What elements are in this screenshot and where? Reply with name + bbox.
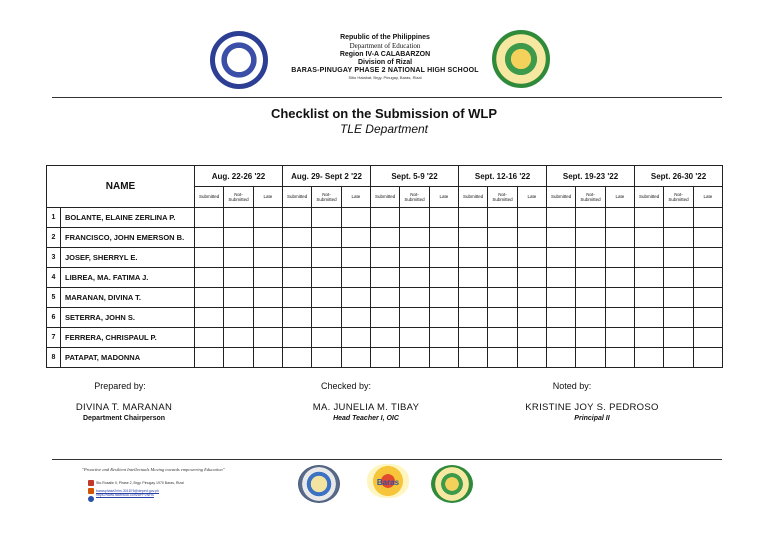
status-header: Not-Submitted (224, 187, 253, 208)
checkbox-cell[interactable] (488, 328, 517, 348)
checkbox-cell[interactable] (635, 208, 664, 228)
checkbox-cell[interactable] (635, 308, 664, 328)
checkbox-cell[interactable] (371, 328, 400, 348)
checkbox-cell[interactable] (605, 268, 634, 288)
student-name: BOLANTE, ELAINE ZERLINA P. (61, 208, 195, 228)
checkbox-cell[interactable] (283, 288, 312, 308)
submission-checklist-table (46, 165, 723, 368)
checkbox-cell[interactable] (253, 288, 282, 308)
checkbox-cell[interactable] (605, 288, 634, 308)
status-header: Not-Submitted (312, 187, 341, 208)
checkbox-cell[interactable] (459, 208, 488, 228)
row-number: 7 (47, 328, 61, 348)
checkbox-cell[interactable] (312, 228, 341, 248)
noted-by-role: Principal II (574, 415, 610, 422)
status-header: Submitted (459, 187, 488, 208)
checkbox-cell[interactable] (664, 268, 693, 288)
week-header: Aug. 22-26 '22 (195, 166, 283, 187)
checkbox-cell[interactable] (195, 328, 224, 348)
checkbox-cell[interactable] (517, 248, 546, 268)
status-header: Not-Submitted (576, 187, 605, 208)
checkbox-cell[interactable] (224, 228, 253, 248)
checkbox-cell[interactable] (429, 328, 458, 348)
header-republic: Republic of the Philippines (340, 34, 430, 41)
checkbox-cell[interactable] (224, 288, 253, 308)
checkbox-cell[interactable] (195, 308, 224, 328)
checkbox-cell[interactable] (341, 328, 370, 348)
checkbox-cell[interactable] (341, 288, 370, 308)
checkbox-cell[interactable] (312, 268, 341, 288)
checkbox-cell[interactable] (605, 248, 634, 268)
checkbox-cell[interactable] (605, 328, 634, 348)
row-number: 5 (47, 288, 61, 308)
checkbox-cell[interactable] (224, 348, 253, 368)
checkbox-cell[interactable] (429, 348, 458, 368)
checkbox-cell[interactable] (576, 268, 605, 288)
student-name: FERRERA, CHRISPAUL P. (61, 328, 195, 348)
week-header-row (47, 166, 723, 187)
prepared-by-label: Prepared by: (94, 381, 146, 391)
checkbox-cell[interactable] (371, 228, 400, 248)
checkbox-cell[interactable] (517, 228, 546, 248)
checkbox-cell[interactable] (429, 248, 458, 268)
checkbox-cell[interactable] (576, 248, 605, 268)
checkbox-cell[interactable] (341, 308, 370, 328)
checkbox-cell[interactable] (195, 348, 224, 368)
checkbox-cell[interactable] (693, 248, 722, 268)
status-header: Submitted (371, 187, 400, 208)
prepared-by-name: DIVINA T. MARANAN (75, 402, 173, 413)
checkbox-cell[interactable] (224, 248, 253, 268)
checkbox-cell[interactable] (283, 248, 312, 268)
checkbox-cell[interactable] (576, 228, 605, 248)
checkbox-cell[interactable] (517, 268, 546, 288)
checkbox-cell[interactable] (371, 348, 400, 368)
checkbox-cell[interactable] (547, 268, 576, 288)
checkbox-cell[interactable] (605, 228, 634, 248)
week-header: Sept. 26-30 '22 (635, 166, 723, 187)
table-row (47, 208, 723, 228)
checkbox-cell[interactable] (283, 208, 312, 228)
checked-by-name: MA. JUNELIA M. TIBAY (312, 402, 420, 413)
checkbox-cell[interactable] (429, 268, 458, 288)
checkbox-cell[interactable] (429, 308, 458, 328)
checkbox-cell[interactable] (341, 348, 370, 368)
checkbox-cell[interactable] (459, 348, 488, 368)
week-header: Sept. 5-9 '22 (371, 166, 459, 187)
status-header: Late (517, 187, 546, 208)
checkbox-cell[interactable] (664, 288, 693, 308)
status-header: Submitted (635, 187, 664, 208)
footer-divider (52, 459, 722, 460)
baras-logo-text: Baras (376, 478, 400, 487)
student-name: JOSEF, SHERRYL E. (61, 248, 195, 268)
student-name: FRANCISCO, JOHN EMERSON B. (61, 228, 195, 248)
checkbox-cell[interactable] (605, 348, 634, 368)
student-name: LIBREA, MA. FATIMA J. (61, 268, 195, 288)
checkbox-cell[interactable] (283, 348, 312, 368)
checkbox-cell[interactable] (635, 228, 664, 248)
checkbox-cell[interactable] (547, 328, 576, 348)
header-department: Department of Education (349, 42, 421, 50)
week-header: Sept. 12-16 '22 (459, 166, 547, 187)
checkbox-cell[interactable] (488, 228, 517, 248)
status-header: Late (341, 187, 370, 208)
table-row (47, 328, 723, 348)
checkbox-cell[interactable] (693, 348, 722, 368)
checkbox-cell[interactable] (488, 248, 517, 268)
checkbox-cell[interactable] (224, 328, 253, 348)
checkbox-cell[interactable] (635, 268, 664, 288)
row-number: 3 (47, 248, 61, 268)
checkbox-cell[interactable] (693, 328, 722, 348)
checkbox-cell[interactable] (224, 208, 253, 228)
student-name: PATAPAT, MADONNA (61, 348, 195, 368)
checkbox-cell[interactable] (459, 268, 488, 288)
noted-by-name: KRISTINE JOY S. PEDROSO (525, 402, 659, 413)
checkbox-cell[interactable] (429, 208, 458, 228)
table-row (47, 288, 723, 308)
student-name: MARANAN, DIVINA T. (61, 288, 195, 308)
checkbox-cell[interactable] (576, 328, 605, 348)
checkbox-cell[interactable] (635, 288, 664, 308)
checkbox-cell[interactable] (459, 288, 488, 308)
location-icon (88, 480, 94, 486)
header-division: Division of Rizal (357, 59, 413, 66)
checkbox-cell[interactable] (547, 348, 576, 368)
checkbox-cell[interactable] (371, 288, 400, 308)
checkbox-cell[interactable] (253, 328, 282, 348)
status-header: Submitted (195, 187, 224, 208)
checkbox-cell[interactable] (312, 248, 341, 268)
checkbox-cell[interactable] (253, 348, 282, 368)
checkbox-cell[interactable] (517, 308, 546, 328)
checkbox-cell[interactable] (195, 288, 224, 308)
checkbox-cell[interactable] (664, 308, 693, 328)
status-header: Not-Submitted (488, 187, 517, 208)
status-header: Not-Submitted (664, 187, 693, 208)
checkbox-cell[interactable] (253, 208, 282, 228)
prepared-by-role: Department Chairperson (82, 415, 166, 422)
checkbox-cell[interactable] (547, 308, 576, 328)
checkbox-cell[interactable] (341, 208, 370, 228)
checkbox-cell[interactable] (400, 308, 429, 328)
checkbox-cell[interactable] (371, 208, 400, 228)
checkbox-cell[interactable] (312, 308, 341, 328)
row-number: 8 (47, 348, 61, 368)
student-name: SETERRA, JOHN S. (61, 308, 195, 328)
checkbox-cell[interactable] (693, 288, 722, 308)
table-row (47, 268, 723, 288)
row-number: 1 (47, 208, 61, 228)
table-row (47, 228, 723, 248)
checkbox-cell[interactable] (400, 328, 429, 348)
checkbox-cell[interactable] (576, 308, 605, 328)
checkbox-cell[interactable] (488, 308, 517, 328)
status-header: Submitted (547, 187, 576, 208)
checkbox-cell[interactable] (371, 268, 400, 288)
checkbox-cell[interactable] (664, 228, 693, 248)
checkbox-cell[interactable] (253, 248, 282, 268)
checkbox-cell[interactable] (547, 228, 576, 248)
checkbox-cell[interactable] (517, 348, 546, 368)
checkbox-cell[interactable] (459, 328, 488, 348)
checkbox-cell[interactable] (283, 268, 312, 288)
row-number: 6 (47, 308, 61, 328)
status-header: Not-Submitted (400, 187, 429, 208)
header-school-name: BARAS-PINUGAY PHASE 2 NATIONAL HIGH SCHOOL (291, 67, 479, 74)
checkbox-cell[interactable] (400, 268, 429, 288)
row-number: 2 (47, 228, 61, 248)
checkbox-cell[interactable] (547, 248, 576, 268)
checkbox-cell[interactable] (488, 268, 517, 288)
checkbox-cell[interactable] (400, 288, 429, 308)
checkbox-cell[interactable] (517, 288, 546, 308)
checked-by-label: Checked by: (320, 381, 372, 391)
name-column-header: NAME (47, 166, 195, 208)
checkbox-cell[interactable] (693, 208, 722, 228)
status-header: Late (693, 187, 722, 208)
checkbox-cell[interactable] (664, 208, 693, 228)
document-title: Checklist on the Submission of WLP (270, 106, 498, 121)
checkbox-cell[interactable] (664, 248, 693, 268)
footer-email-link[interactable]: barasphase2nhs.301876@deped.gov.ph (96, 489, 160, 493)
checkbox-cell[interactable] (371, 248, 400, 268)
document-subtitle: TLE Department (339, 122, 429, 136)
checkbox-cell[interactable] (459, 248, 488, 268)
table-row (47, 348, 723, 368)
week-header: Aug. 29- Sept 2 '22 (283, 166, 371, 187)
checkbox-cell[interactable] (400, 348, 429, 368)
checkbox-cell[interactable] (253, 228, 282, 248)
table-row (47, 308, 723, 328)
status-header: Late (253, 187, 282, 208)
school-seal-footer (431, 465, 473, 503)
checkbox-cell[interactable] (429, 288, 458, 308)
checkbox-cell[interactable] (253, 308, 282, 328)
checkbox-cell[interactable] (664, 328, 693, 348)
checkbox-cell[interactable] (195, 268, 224, 288)
checkbox-cell[interactable] (224, 308, 253, 328)
checkbox-cell[interactable] (693, 228, 722, 248)
checkbox-cell[interactable] (253, 268, 282, 288)
checkbox-cell[interactable] (605, 308, 634, 328)
checkbox-cell[interactable] (693, 308, 722, 328)
checkbox-cell[interactable] (459, 228, 488, 248)
checkbox-cell[interactable] (312, 208, 341, 228)
checkbox-cell[interactable] (224, 268, 253, 288)
checkbox-cell[interactable] (517, 208, 546, 228)
header-region: Region IV-A CALABARZON (339, 51, 431, 58)
header-address: Sitio Halabat, Brgy. Pinugay, Baras, Rizal (348, 75, 422, 80)
checkbox-cell[interactable] (400, 248, 429, 268)
checkbox-cell[interactable] (283, 308, 312, 328)
row-number: 4 (47, 268, 61, 288)
checkbox-cell[interactable] (488, 288, 517, 308)
checkbox-cell[interactable] (371, 308, 400, 328)
checkbox-cell[interactable] (195, 208, 224, 228)
checkbox-cell[interactable] (547, 288, 576, 308)
checkbox-cell[interactable] (547, 208, 576, 228)
table-row (47, 248, 723, 268)
checkbox-cell[interactable] (517, 328, 546, 348)
noted-by-label: Noted by: (552, 381, 592, 391)
header-divider (52, 97, 722, 98)
checkbox-cell[interactable] (635, 348, 664, 368)
footer-facebook-link[interactable]: https://www.facebook.com/BPP2NHS (96, 493, 154, 497)
checkbox-cell[interactable] (195, 248, 224, 268)
checkbox-cell[interactable] (635, 248, 664, 268)
checkbox-cell[interactable] (341, 228, 370, 248)
footer-motto: "Proactive and Resilient Intellectuals Moving towards empowering Education" (82, 467, 225, 472)
checkbox-cell[interactable] (312, 328, 341, 348)
checkbox-cell[interactable] (283, 328, 312, 348)
checkbox-cell[interactable] (283, 228, 312, 248)
checkbox-cell[interactable] (576, 208, 605, 228)
status-header: Submitted (283, 187, 312, 208)
checkbox-cell[interactable] (312, 348, 341, 368)
footer-address: Sto.Rosalie II, Phase 2, Brgy. Pinugay 1970 Baras, Rizal (96, 481, 184, 485)
week-header: Sept. 19-23 '22 (547, 166, 635, 187)
checkbox-cell[interactable] (488, 348, 517, 368)
checked-by-role: Head Teacher I, OIC (333, 415, 399, 422)
deped-matatag-seal (298, 465, 340, 503)
email-icon (88, 488, 94, 494)
checkbox-cell[interactable] (664, 348, 693, 368)
facebook-icon (88, 496, 94, 502)
checkbox-cell[interactable] (341, 268, 370, 288)
checkbox-cell[interactable] (195, 228, 224, 248)
status-header: Late (605, 187, 634, 208)
checkbox-cell[interactable] (459, 308, 488, 328)
status-header: Late (429, 187, 458, 208)
checkbox-cell[interactable] (488, 208, 517, 228)
checkbox-cell[interactable] (400, 208, 429, 228)
checkbox-cell[interactable] (400, 228, 429, 248)
checkbox-cell[interactable] (341, 248, 370, 268)
checkbox-cell[interactable] (693, 268, 722, 288)
checkbox-cell[interactable] (635, 328, 664, 348)
checkbox-cell[interactable] (429, 228, 458, 248)
checkbox-cell[interactable] (576, 348, 605, 368)
checkbox-cell[interactable] (605, 208, 634, 228)
checkbox-cell[interactable] (576, 288, 605, 308)
checkbox-cell[interactable] (312, 288, 341, 308)
